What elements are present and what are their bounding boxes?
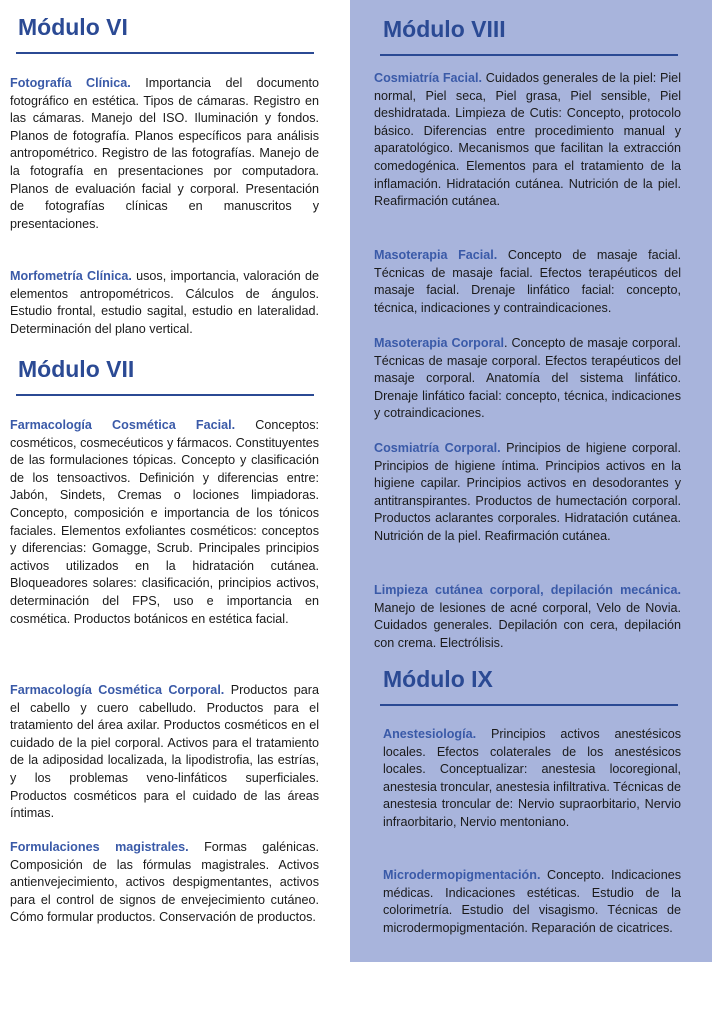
section-text: . Concepto de masaje corporal. Técnicas de masaje corporal. Efectos terapéuticos del masaje corporal. Anatomía del sistema linfático. Drenaje linfático facial: concepto, técnica, indicaciones y cotraindicaciones.: [374, 336, 682, 421]
section-paragraph: [10, 839, 319, 927]
section-heading: Cosmiatría Corporal.: [374, 441, 501, 455]
section-text: Principios de higiene corporal. Principios de higiene íntima. Principios activos en la higiene capilar. Principios activos en desodorantes y antitranspirantes. Productos de humectación corporal. Productos aclarantes corporales. Hidratación cutánea. Nutrición de la piel. Reafirmación cutánea.: [374, 441, 681, 543]
section-paragraph: [10, 417, 319, 628]
section-heading: Masoterapia Facial.: [374, 248, 498, 262]
section-text: Cuidados generales de la piel: Piel normal, Piel seca, Piel grasa, Piel sensible, Piel deshidratada. Limpieza de Cutis: Concepto, protocolo básico. Diferencias entre procedimiento manual y aparatológico. Mecanismos que facilitan la extracción comedogénica. Elementos para el tratamiento de la inflamación. Hidratación cutánea. Nutrición de la piel. Reafirmación cutánea.: [374, 71, 681, 209]
section-text: Importancia del documento fotográfico en estética. Tipos de cámaras. Registro en las cámaras. Manejo del ISO. Iluminación y fondos. Planos de fotografía. Planos específicos para análisis antropométrico. Registro de las fotografías. Manejo de la fotografía en presentaciones por computadora. Planos de evaluación facial y corporal. Presentación de fotografías clínicas en manuscritos y presentaciones.: [10, 76, 319, 231]
section-heading: Masoterapia Corporal: [374, 336, 504, 350]
section-paragraph: [10, 682, 319, 823]
section-text: Concepto. Indicaciones médicas. Indicaciones estéticas. Estudio de la colorimetría. Estudio del visagismo. Técnicas de microdermopigmentación. Reparación de cicatrices.: [383, 868, 681, 935]
section-heading: Fotografía Clínica.: [10, 76, 131, 90]
section-paragraph: [374, 335, 681, 423]
section-paragraph: [374, 70, 681, 211]
section-text: Productos para el cabello y cuero cabelludo. Productos para el tratamiento del área axilar. Productos cosméticos en el cuidado de la piel corporal. Activos para el tratamiento de la adiposidad localizada, la lipodistrofia, las estrías, y los problemas veno-linfáticos superficiales. Productos cosméticos para el cuidado de las áreas íntimas.: [10, 683, 319, 821]
section-paragraph: [383, 867, 681, 937]
section-heading: Microdermopigmentación.: [383, 868, 541, 882]
title-divider: [380, 54, 678, 56]
section-text: usos, importancia, valoración de elementos antropométricos. Cálculos de ángulos. Estudio frontal, estudio sagital, estudio en lateralidad. Determinación del plano vertical.: [10, 269, 319, 336]
section-text: Formas galénicas. Composición de las fórmulas magistrales. Activos antienvejecimiento, activos despigmentantes, activos para el control de signos de envejecimiento cutáneo. Cómo formular productos. Conservación de productos.: [10, 840, 319, 925]
section-text: Principios activos anestésicos locales. Efectos colaterales de los anestésicos locales. Conceptualizar: anestesia locoregional, anestesia troncular, anestesia infiltrativa. Técnicas de anestesia troncular de: Nervio supraorbitario, Nervio infraorbitario, Nervio mentoniano.: [383, 727, 681, 829]
section-paragraph: [10, 268, 319, 338]
section-paragraph: [374, 440, 681, 546]
section-paragraph: [10, 75, 319, 233]
module-title: Módulo VII: [18, 356, 135, 382]
section-text: Conceptos: cosméticos, cosmecéuticos y fármacos. Constituyentes de las formulaciones tópicas. Concepto y clasificación de los tensoactivos. Definición y diferencias entre: Jabón, Sindets, Cremas o lociones limpiadoras. Concepto, composición e importancia de los tónicos faciales. Elementos exfoliantes cosméticos: conceptos y diferencias: Gomagge, Scrub. Principales principios activos utilizados en la hidratación cutánea. Bloqueadores solares: clasificación, principios activos, determinación del FPS, uso e importancia en cosmética. Productos botánicos en estética facial.: [10, 418, 319, 626]
section-heading: Anestesiología.: [383, 727, 477, 741]
section-paragraph: [374, 247, 681, 317]
title-divider: [380, 704, 678, 706]
section-paragraph: [374, 582, 681, 652]
module-title: Módulo VIII: [383, 16, 506, 42]
section-heading: Farmacología Cosmética Facial.: [10, 418, 236, 432]
section-text: Manejo de lesiones de acné corporal, Velo de Novia. Cuidados generales. Depilación con cera, depilación con crema. Electrólisis.: [374, 600, 681, 650]
right-column-panel: [350, 0, 712, 962]
module-title: Módulo IX: [383, 666, 493, 692]
section-heading: Farmacología Cosmética Corporal.: [10, 683, 225, 697]
module-title: Módulo VI: [18, 14, 128, 40]
section-paragraph: [383, 726, 681, 832]
section-heading: Morfometría Clínica.: [10, 269, 132, 283]
section-heading: Formulaciones magistrales.: [10, 840, 189, 854]
section-text: Concepto de masaje facial. Técnicas de masaje facial. Efectos terapéuticos del masaje facial. Drenaje linfático facial: concepto, técnica, indicaciones y contraindicaciones.: [374, 248, 681, 315]
section-heading: Cosmiatría Facial.: [374, 71, 483, 85]
section-heading: Limpieza cutánea corporal, depilación mecánica.: [374, 583, 681, 597]
title-divider: [16, 394, 314, 396]
title-divider: [16, 52, 314, 54]
